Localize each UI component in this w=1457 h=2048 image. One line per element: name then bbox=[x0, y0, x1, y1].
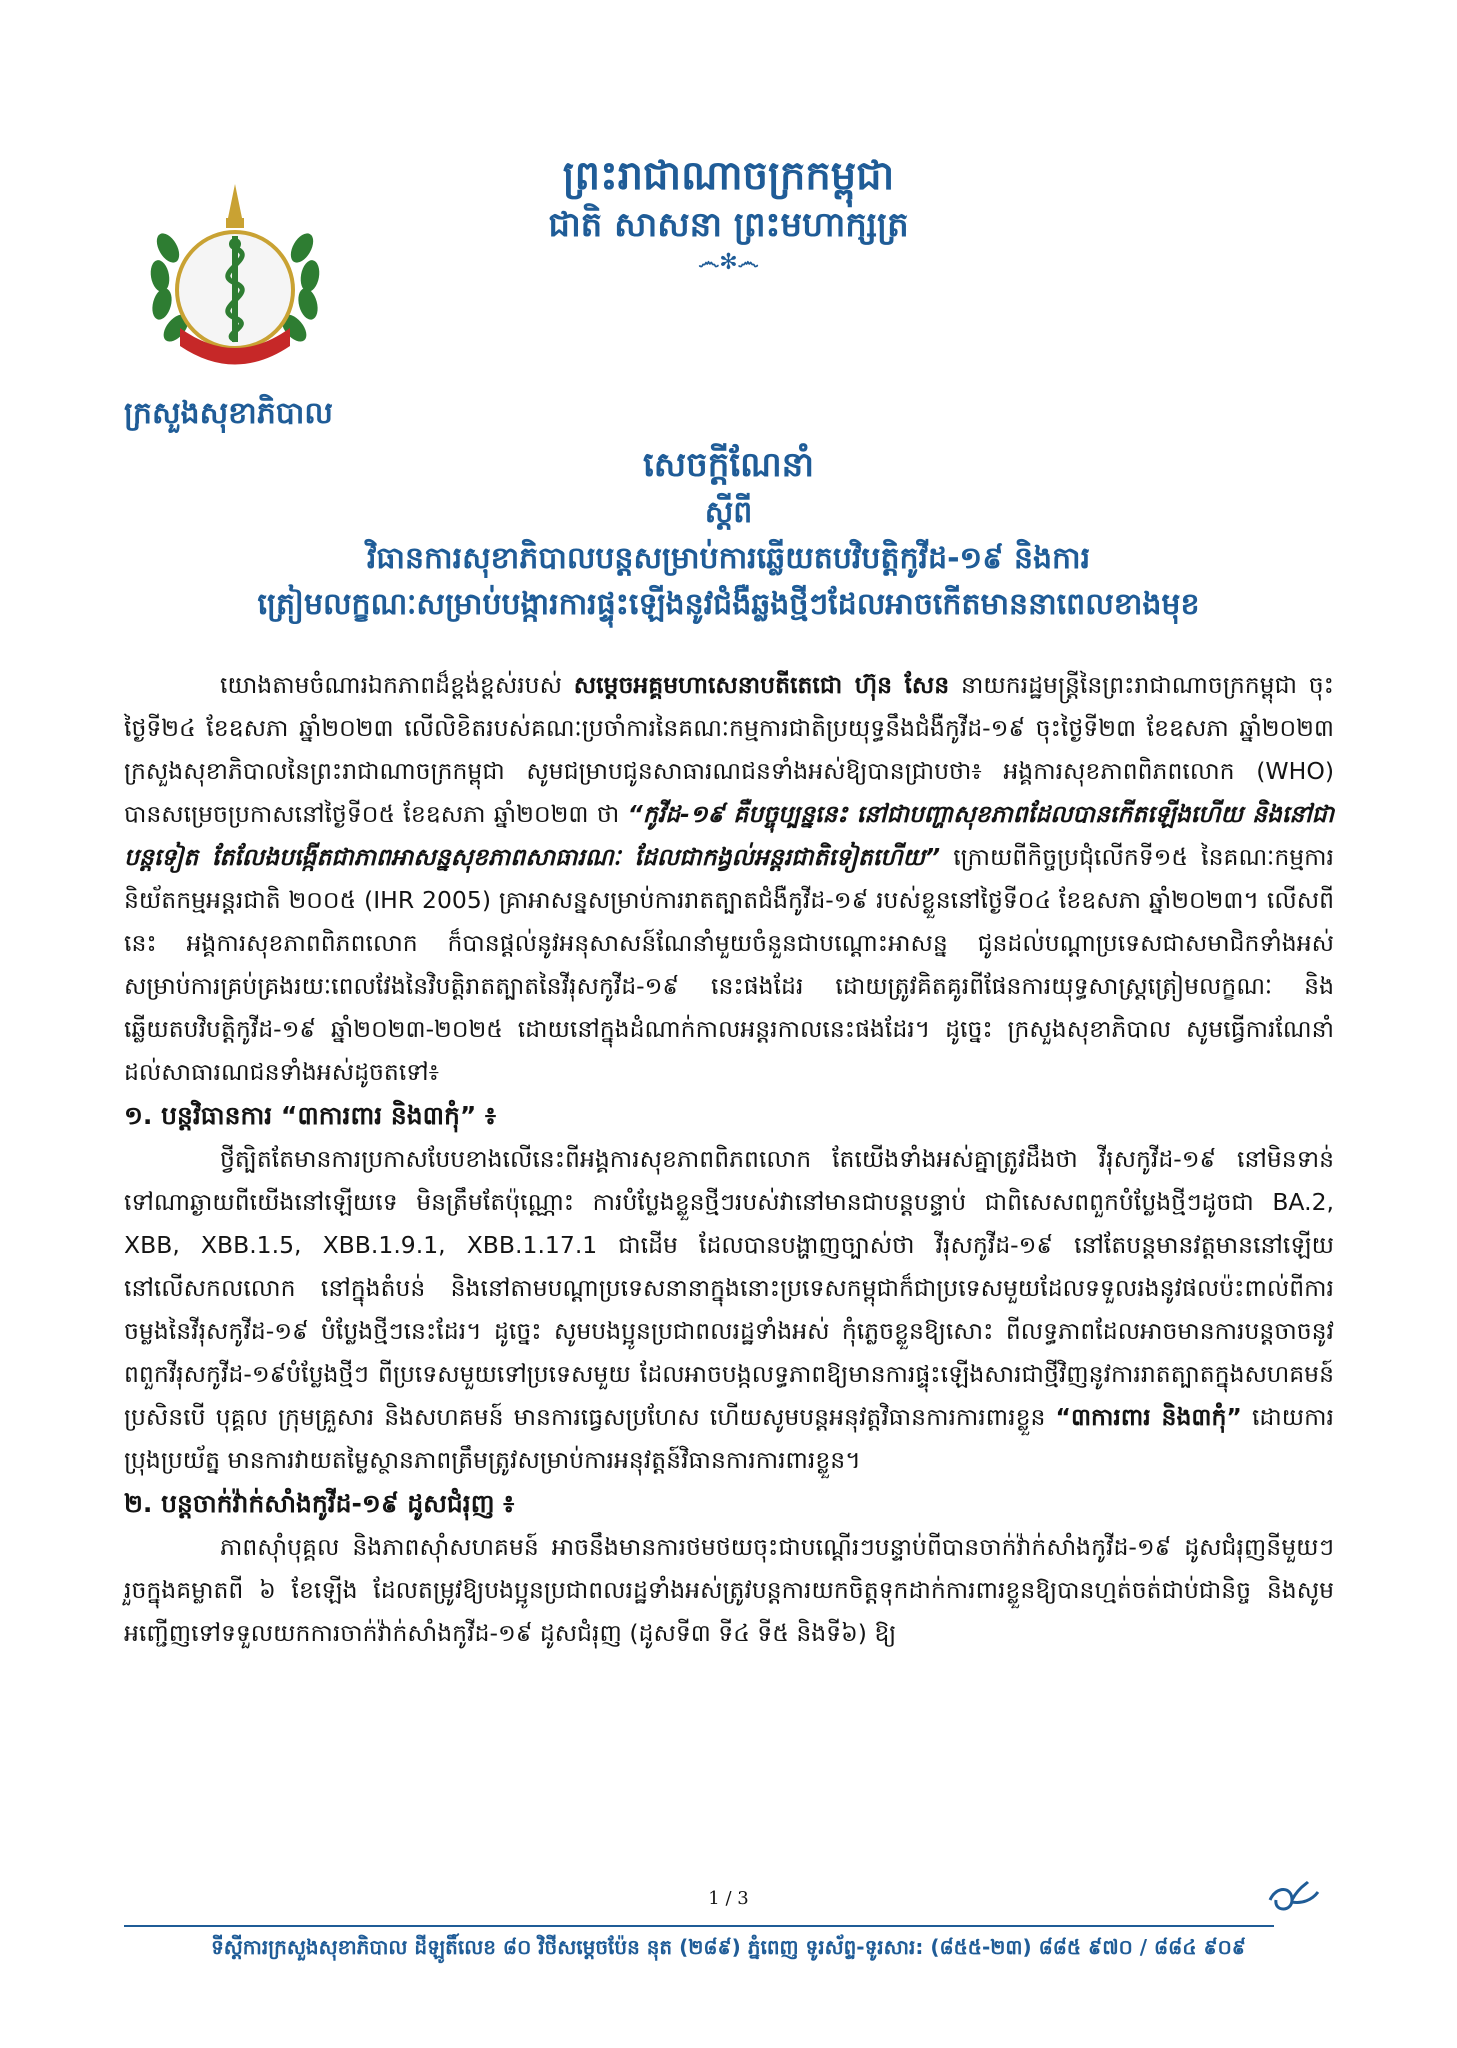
section-1-text-b: ដោយការប្រុងប្រយ័ត្ន មានការវាយតម្លៃស្ថានភាពត្រឹមត្រូវសម្រាប់ការអនុវត្តន៍វិធានការការពារខ្លួន។ bbox=[124, 1403, 1335, 1474]
title-line-4: ត្រៀមលក្ខណៈសម្រាប់បង្ការការផ្ទុះឡើងនូវជំងឺឆ្លងថ្មីៗដែលអាចកើតមាននាពេលខាងមុខ bbox=[257, 587, 1200, 622]
page-number: 1 / 3 bbox=[708, 1888, 749, 1909]
document-body bbox=[124, 664, 1334, 1655]
intro-pm-name: សម្តេចអគ្គមហាសេនាបតីតេជោ ហ៊ុន សែន bbox=[573, 671, 950, 699]
footer-address: ទីស្តីការក្រសួងសុខាភិបាល ដីឡូតិ៍លេខ ៨០ វិថីសម្តេចប៉ែន នុត (២៨៩) ភ្នំពេញ ទូរស័ព្ទ-ទូរសារ: (៨៥៥-២៣) ៨៨៥ ៩៧០ / ៨៨៤ ៩០៩ bbox=[211, 1935, 1246, 1959]
ministry-name: ក្រសួងសុខាភិបាល bbox=[124, 396, 333, 431]
title-line-3: វិធានការសុខាភិបាលបន្តសម្រាប់ការឆ្លើយតបវិបត្តិកូវីដ-១៩ និងការ bbox=[366, 541, 1091, 576]
section-1-bold: “៣ការពារ និង៣កុំ” bbox=[1055, 1403, 1242, 1431]
intro-text-a: យោងតាមចំណារឯកភាពដ៏ខ្ពង់ខ្ពស់របស់ bbox=[220, 671, 574, 699]
title-line-2: ស្តីពី bbox=[704, 495, 753, 530]
section-2-heading: ២. បន្តចាក់វ៉ាក់សាំងកូវីដ-១៩ ដូសជំរុញ ៖ bbox=[124, 1489, 515, 1518]
intro-who-quote: “កូវីដ-១៩ គឺបច្ចុប្បន្ននេះ នៅជាបញ្ហាសុខភាពដែលបានកើតឡើងហើយ និងនៅជាបន្តទៀត តែលែងបង្កើតជាភាពអាសន្នសុខភាពសាធារណៈ ដែលជាកង្វល់អន្តរជាតិទៀតហើយ” bbox=[124, 800, 1334, 871]
section-1-text-a: ថ្វីត្បិតតែមានការប្រកាសបែបខាងលើនេះពីអង្គការសុខភាពពិភពលោក តែយើងទាំងអស់គ្នាត្រូវដឹងថា វីរុសកូវីដ-១៩ នៅមិនទាន់ទៅណាឆ្ងាយពីយើងនៅឡើយទេ មិនត្រឹមតែប៉ុណ្ណោះ ការបំប្លែងខ្លួនថ្មីៗរបស់វានៅមានជាបន្តបន្ទាប់ ជាពិសេសពពួកបំប្លែងថ្មីៗដូចជា BA.2, XBB, XBB.1.5, XBB.1.9.1, XBB.1.17.1 ជាដើម ដែលបានបង្ហាញច្បាស់ថា វីរុសកូវីដ-១៩ នៅតែបន្តមានវត្តមាននៅឡើយនៅលើសកលលោក នៅក្នុងតំបន់ និងនៅតាមបណ្តាប្រទេសនានាក្នុងនោះប្រទេសកម្ពុជាក៏ជាប្រទេសមួយដែលទទួលរងនូវផលប៉ះពាល់ពីការចម្លងនៃវីរុសកូវីដ-១៩ បំប្លែងថ្មីៗនេះដែរ។ ដូច្នេះ សូមបងប្អូនប្រជាពលរដ្ឋទាំងអស់ កុំភ្លេចខ្លួនឱ្យសោះ ពីលទ្ធភាពដែលអាចមានការបន្តចាចនូវពពួកវីរុសកូវីដ-១៩បំប្លែងថ្មីៗ ពីប្រទេសមួយទៅប្រទេសមួយ ដែលអាចបង្កលទ្ធភាពឱ្យមានការផ្ទុះឡើងសារជាថ្មីវិញនូវការរាតត្បាតក្នុងសហគមន៍ ប្រសិនបើ បុគ្គល ក្រុមគ្រួសារ និងសហគមន៍ មានការធ្វេសប្រហែស ហើយសូមបន្តអនុវត្តវិធានការការពារខ្លួន bbox=[124, 1145, 1334, 1431]
section-2-paragraph: ភាពស៊ាំបុគ្គល និងភាពស៊ាំសហគមន៍ អាចនឹងមានការថមថយចុះជាបណ្តើរៗបន្ទាប់ពីបានចាក់វ៉ាក់សាំងកូវីដ-១៩ ដូសជំរុញនីមួយៗរួចក្នុងគម្លាតពី ៦ ខែឡើង ដែលតម្រូវឱ្យបងប្អូនប្រជាពលរដ្ឋទាំងអស់ត្រូវបន្តការយកចិត្តទុកដាក់ការពារខ្លួនឱ្យបានហ្មត់ចត់ជាប់ជានិច្ច និងសូមអញ្ជើញទៅទទួលយកការចាក់វ៉ាក់សាំងកូវីដ-១៩ ដូសជំរុញ (ដូសទី៣ ទី៤ ទី៥ និងទី៦) ឱ្យ bbox=[124, 1533, 1334, 1647]
national-motto: ជាតិ សាសនា ព្រះមហាក្សត្រ bbox=[548, 205, 909, 245]
kingdom-name: ព្រះរាជាណាចក្រកម្ពុជា bbox=[562, 153, 895, 199]
intro-text-d: ក្រោយពីកិច្ចប្រជុំលើកទី១៥ នៃគណៈកម្មការនិយ័តកម្មអន្តរជាតិ ២០០៥ (IHR 2005) គ្រាអាសន្នសម្រាប់ការរាតត្បាតជំងឺកូវីដ-១៩ របស់ខ្លួននៅថ្ងៃទី០៤ ខែឧសភា ឆ្នាំ២០២៣។ លើសពីនេះ អង្គការសុខភាពពិភពលោក ក៏បានផ្តល់នូវអនុសាសន៍ណែនាំមួយចំនួនជាបណ្តោះអាសន្ន ជូនដល់បណ្តាប្រទេសជាសមាជិកទាំងអស់ សម្រាប់ការគ្រប់គ្រងរយៈពេលវែងនៃវិបត្តិរាតត្បាតនៃវីរុសកូវីដ-១៩ នេះផងដែរ ដោយត្រូវគិតគូរពីផែនការយុទ្ធសាស្ត្រត្រៀមលក្ខណៈ និងឆ្លើយតបវិបត្តិកូវីដ-១៩ ឆ្នាំ២០២៣-២០២៥ ដោយនៅក្នុងដំណាក់កាលអន្តរកាលនេះផងដែរ។ ដូច្នេះ ក្រសួងសុខាភិបាល សូមធ្វើការណែនាំដល់សាធារណជនទាំងអស់ដូចតទៅ៖ bbox=[124, 843, 1334, 1086]
section-1-paragraph bbox=[124, 1138, 1334, 1482]
header-ornament: ෴✻෴ bbox=[698, 250, 759, 275]
title-line-1: សេចក្តីណែនាំ bbox=[643, 445, 814, 485]
document-title bbox=[0, 440, 1457, 628]
intro-text-c: នាយករដ្ឋមន្ត្រីនៃព្រះរាជាណាចក្រកម្ពុជា ចុះថ្ងៃទី២៤ ខែឧសភា ឆ្នាំ២០២៣ លើលិខិតរបស់គណៈប្រចាំការនៃគណៈកម្មការជាតិប្រយុទ្ធនឹងជំងឺកូវីដ-១៩ ចុះថ្ងៃទី២៣ ខែឧសភា ឆ្នាំ២០២៣ ក្រសួងសុខាភិបាលនៃព្រះរាជាណាចក្រកម្ពុជា សូមជម្រាបជូនសាធារណជនទាំងអស់ឱ្យបានជ្រាបថា៖ អង្គការសុខភាពពិភពលោក (WHO) បានសម្រេចប្រកាសនៅថ្ងៃទី០៥ ខែឧសភា ឆ្នាំ២០២៣ ថា bbox=[124, 671, 1334, 828]
intro-paragraph bbox=[124, 664, 1334, 1094]
section-1-heading: ១. បន្តវិធានការ “៣ការពារ និង៣កុំ” ៖ bbox=[124, 1101, 496, 1130]
ministry-emblem-logo bbox=[140, 178, 330, 388]
handwritten-initial-signature bbox=[1262, 1878, 1322, 1918]
footer-divider bbox=[124, 1925, 1274, 1927]
